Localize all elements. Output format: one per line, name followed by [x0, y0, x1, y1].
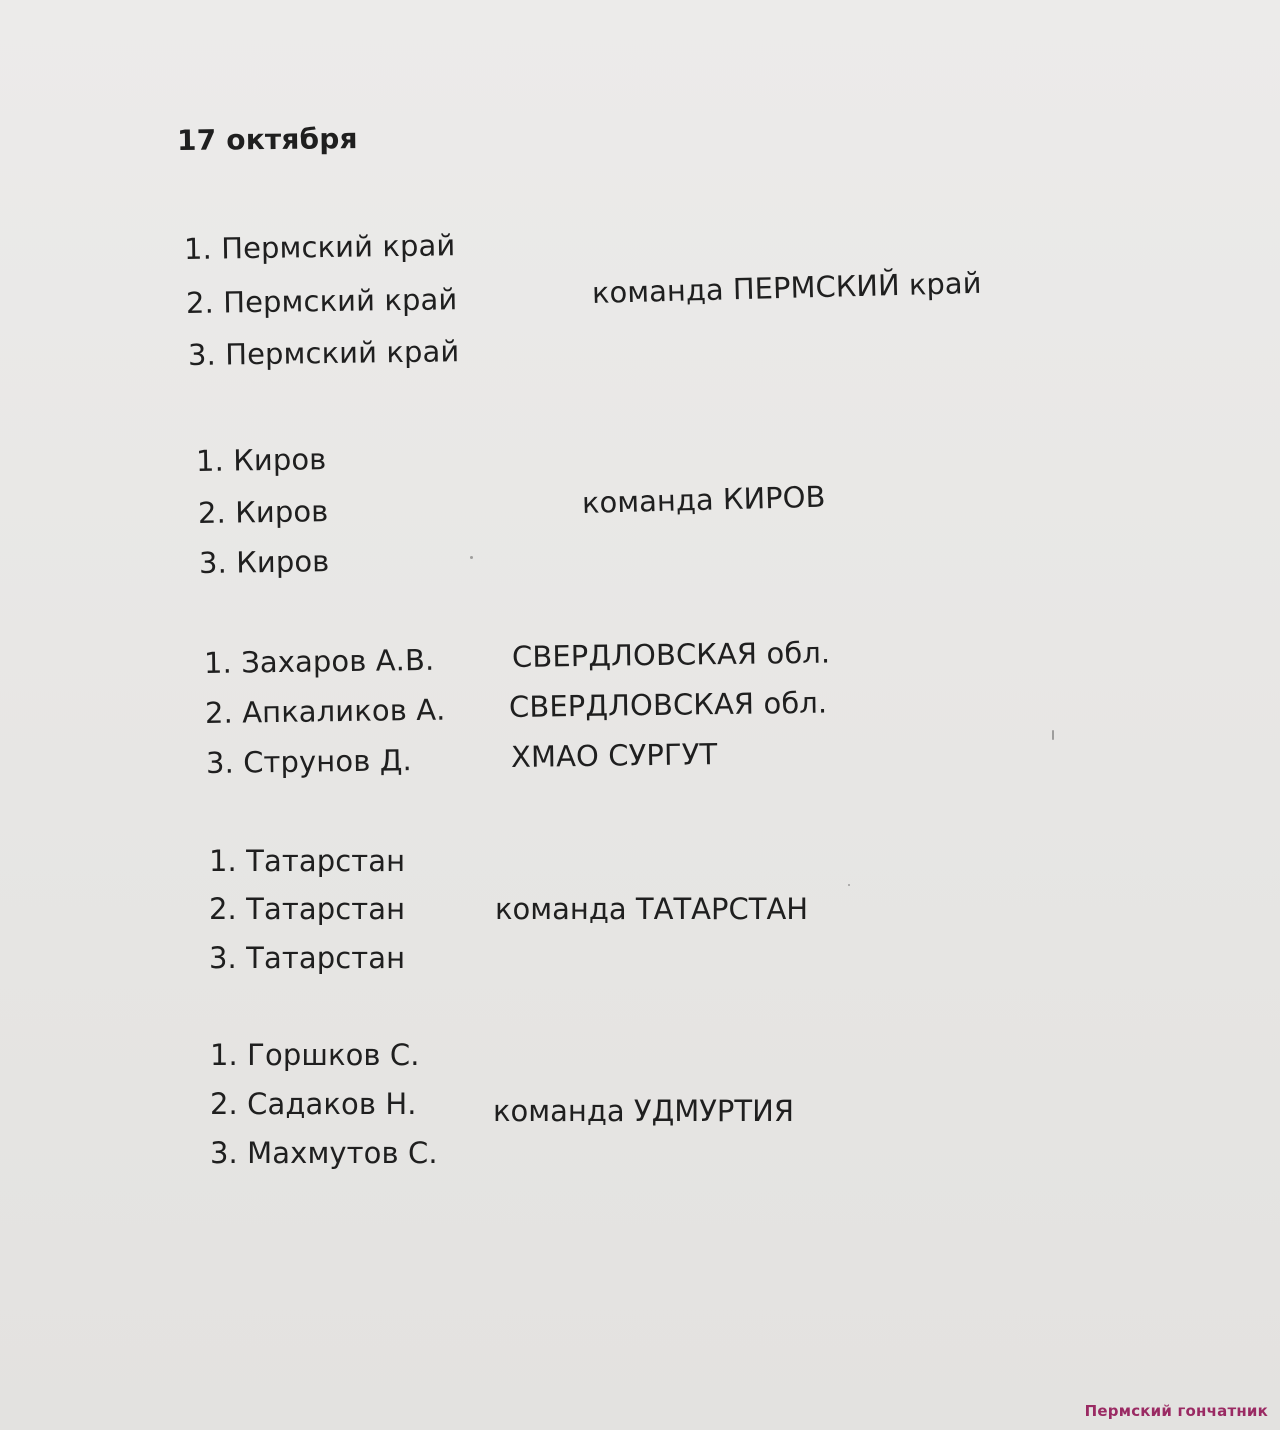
group-4-item-3: 3. Татарстан — [209, 941, 406, 975]
group-2-item-3: 3. Киров — [198, 544, 330, 580]
group-5-item-2: 2. Садаков Н. — [210, 1087, 417, 1121]
group-3-row-2-name: 2. Апкаликов А. — [204, 692, 446, 730]
group-2-item-1: 1. Киров — [195, 442, 327, 478]
group-1-team: команда ПЕРМСКИЙ край — [591, 265, 982, 310]
group-4-item-1: 1. Татарстан — [209, 844, 406, 878]
group-3-row-2-region: СВЕРДЛОВСКАЯ обл. — [508, 685, 828, 724]
group-5-item-1: 1. Горшков С. — [210, 1038, 420, 1072]
group-3-row-1-region: СВЕРДЛОВСКАЯ обл. — [511, 635, 831, 674]
paper-speck — [1052, 730, 1054, 740]
group-1-item-2: 2. Пермский край — [185, 282, 458, 320]
group-4-team: команда ТАТАРСТАН — [495, 892, 809, 926]
group-2-item-2: 2. Киров — [197, 494, 329, 530]
group-1-item-3: 3. Пермский край — [187, 334, 460, 372]
document-date: 17 октября — [176, 122, 358, 157]
group-3-row-3-name: 3. Струнов Д. — [205, 743, 413, 780]
group-5-team: команда УДМУРТИЯ — [493, 1094, 794, 1128]
group-5-item-3: 3. Махмутов С. — [210, 1136, 438, 1170]
group-3-row-1-name: 1. Захаров А.В. — [203, 642, 435, 680]
group-2-team: команда КИРОВ — [581, 479, 826, 520]
watermark: Пермский гончатник — [1084, 1402, 1268, 1420]
paper-speck — [848, 884, 850, 886]
group-1-item-1: 1. Пермский край — [183, 228, 456, 266]
paper-speck — [470, 556, 473, 559]
group-4-item-2: 2. Татарстан — [209, 892, 406, 926]
group-3-row-3-region: ХМАО СУРГУТ — [510, 737, 718, 774]
